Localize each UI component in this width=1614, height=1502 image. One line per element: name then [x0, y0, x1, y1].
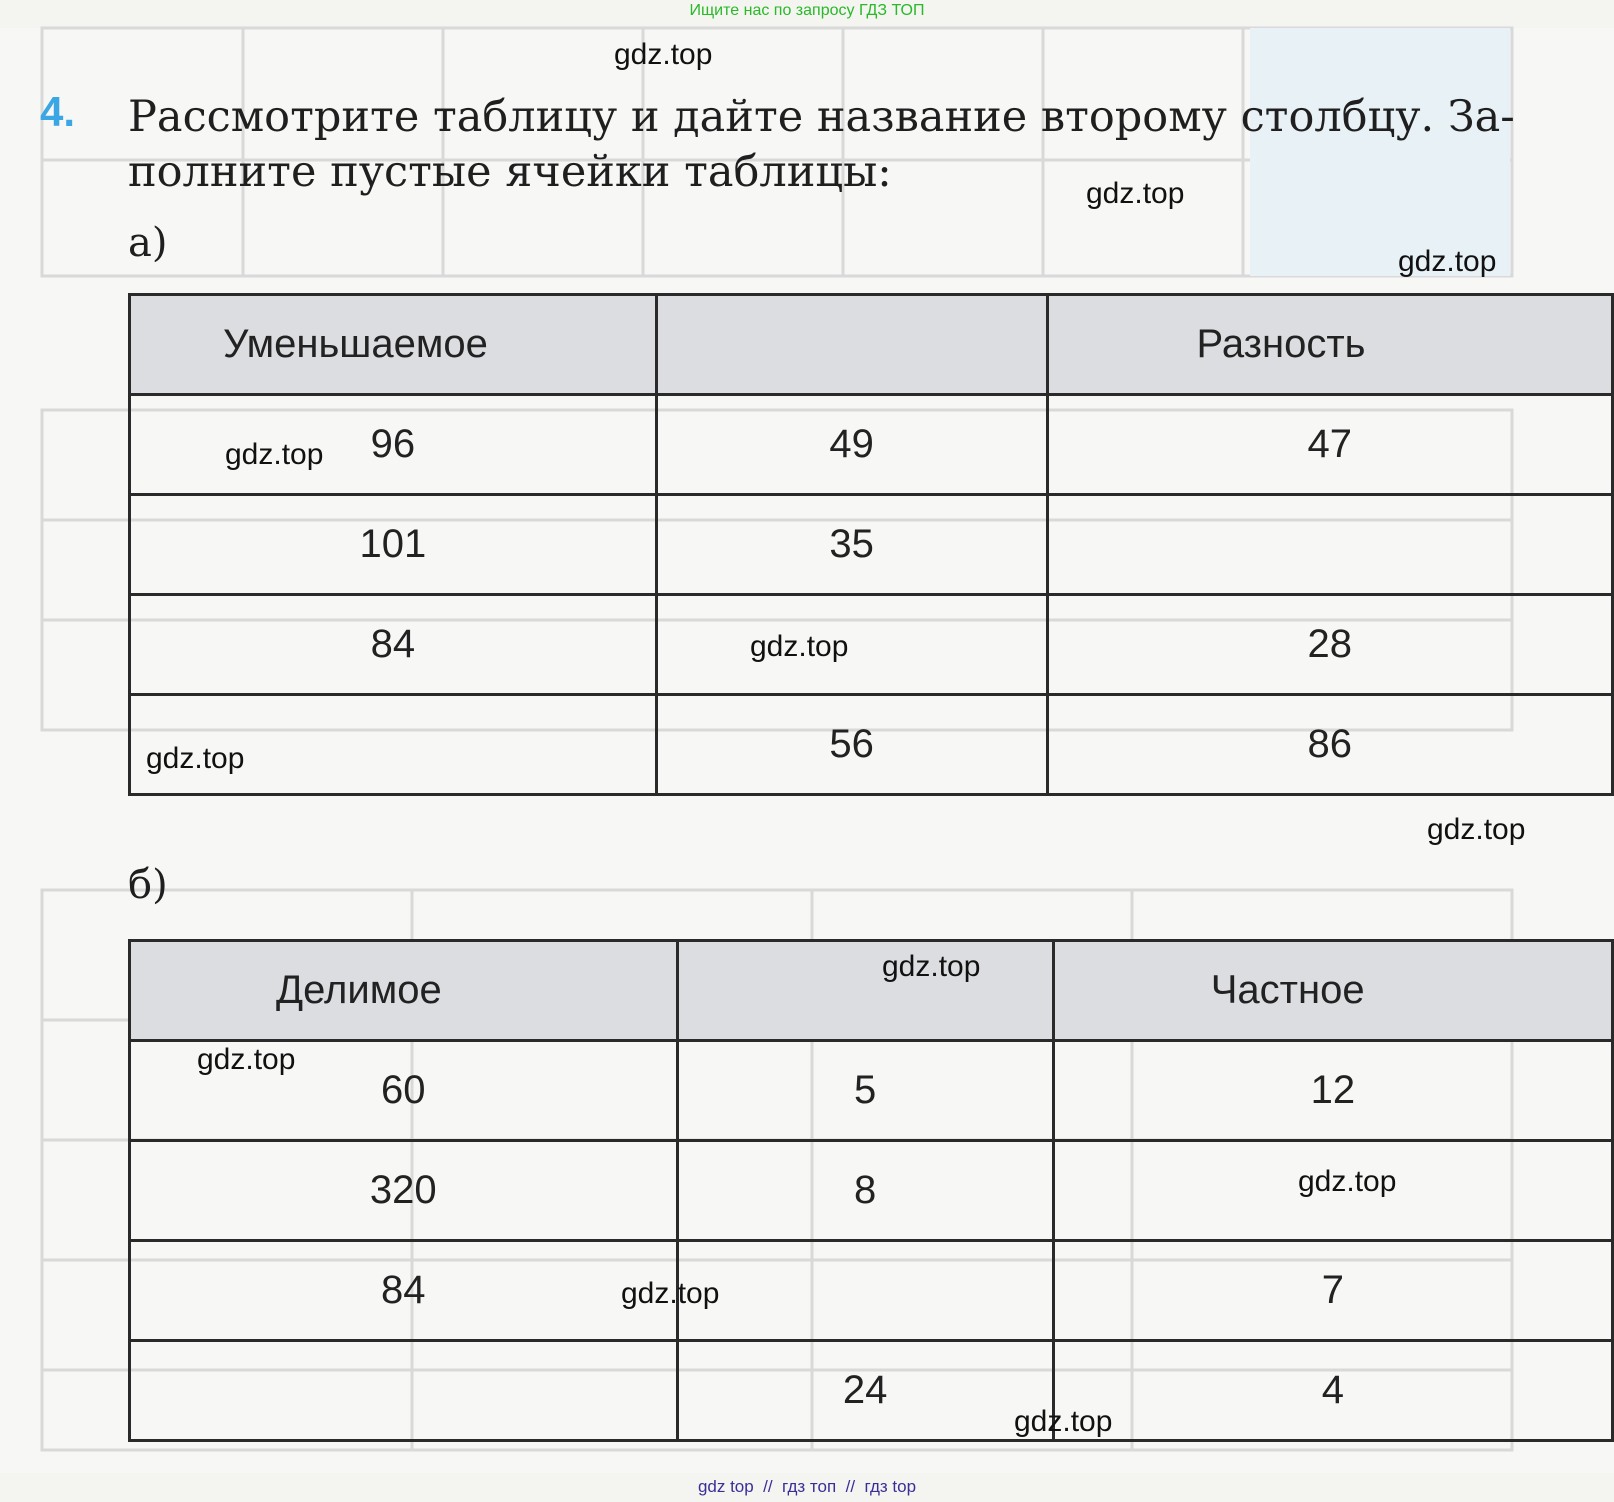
watermark: gdz.top	[225, 438, 324, 471]
table-cell: 12	[1053, 1041, 1612, 1141]
watermark: gdz.top	[750, 630, 849, 663]
watermark: gdz.top	[1398, 245, 1497, 278]
table-cell: 84	[130, 595, 657, 695]
header-quotient: Частное	[1053, 941, 1612, 1041]
table-cell: 56	[656, 695, 1047, 795]
table-cell: 86	[1047, 695, 1612, 795]
table-cell-empty[interactable]	[1047, 495, 1612, 595]
header-empty-subtrahend[interactable]	[656, 295, 1047, 395]
table-cell: 96	[130, 395, 657, 495]
bottom-banner[interactable]: gdz top // гдз топ // гдз top	[697, 1477, 917, 1496]
table-row	[130, 1241, 1613, 1341]
table-cell-empty[interactable]	[130, 1341, 678, 1441]
header-difference: Разность	[1047, 295, 1612, 395]
table-cell: 7	[1053, 1241, 1612, 1341]
watermark: gdz.top	[197, 1043, 296, 1076]
table-row	[130, 495, 1613, 595]
table-row	[130, 1341, 1613, 1441]
task-number: 4.	[40, 88, 76, 135]
task-line-1: Рассмотрите таблицу и дайте название второму столбцу. За-	[128, 92, 1515, 142]
table-row	[130, 695, 1613, 795]
watermark: gdz.top	[1086, 177, 1185, 210]
watermark: gdz.top	[882, 950, 981, 983]
watermark: gdz.top	[1427, 813, 1526, 846]
table-cell: 320	[130, 1141, 678, 1241]
part-b-label: б)	[128, 862, 168, 908]
table-cell: 8	[677, 1141, 1053, 1241]
top-banner[interactable]: Ищите нас по запросу ГДЗ ТОП	[689, 2, 925, 19]
watermark: gdz.top	[621, 1277, 720, 1310]
table-cell: 4	[1053, 1341, 1612, 1441]
watermark: gdz.top	[146, 742, 245, 775]
watermark: gdz.top	[1298, 1165, 1397, 1198]
table-b-header-row	[130, 941, 1613, 1041]
watermark: gdz.top	[1014, 1405, 1113, 1438]
table-cell: 28	[1047, 595, 1612, 695]
watermark: gdz.top	[614, 38, 713, 71]
table-cell: 49	[656, 395, 1047, 495]
table-cell-empty[interactable]	[656, 595, 1047, 695]
table-cell: 35	[656, 495, 1047, 595]
table-row	[130, 395, 1613, 495]
table-cell: 84	[130, 1241, 678, 1341]
table-a	[128, 293, 1614, 796]
table-a-header-row	[130, 295, 1613, 395]
task-text	[128, 90, 1588, 200]
table-cell: 5	[677, 1041, 1053, 1141]
task-line-2: полните пустые ячейки таблицы:	[128, 147, 892, 197]
table-row	[130, 1041, 1613, 1141]
table-cell: 24	[677, 1341, 1053, 1441]
part-a-label: а)	[128, 220, 168, 266]
table-cell: 60	[130, 1041, 678, 1141]
table-cell-empty[interactable]	[677, 1241, 1053, 1341]
header-minuend: Уменьшаемое	[130, 295, 657, 395]
header-empty-divisor[interactable]	[677, 941, 1053, 1041]
table-cell: 101	[130, 495, 657, 595]
table-row	[130, 595, 1613, 695]
table-cell: 47	[1047, 395, 1612, 495]
header-dividend: Делимое	[130, 941, 678, 1041]
